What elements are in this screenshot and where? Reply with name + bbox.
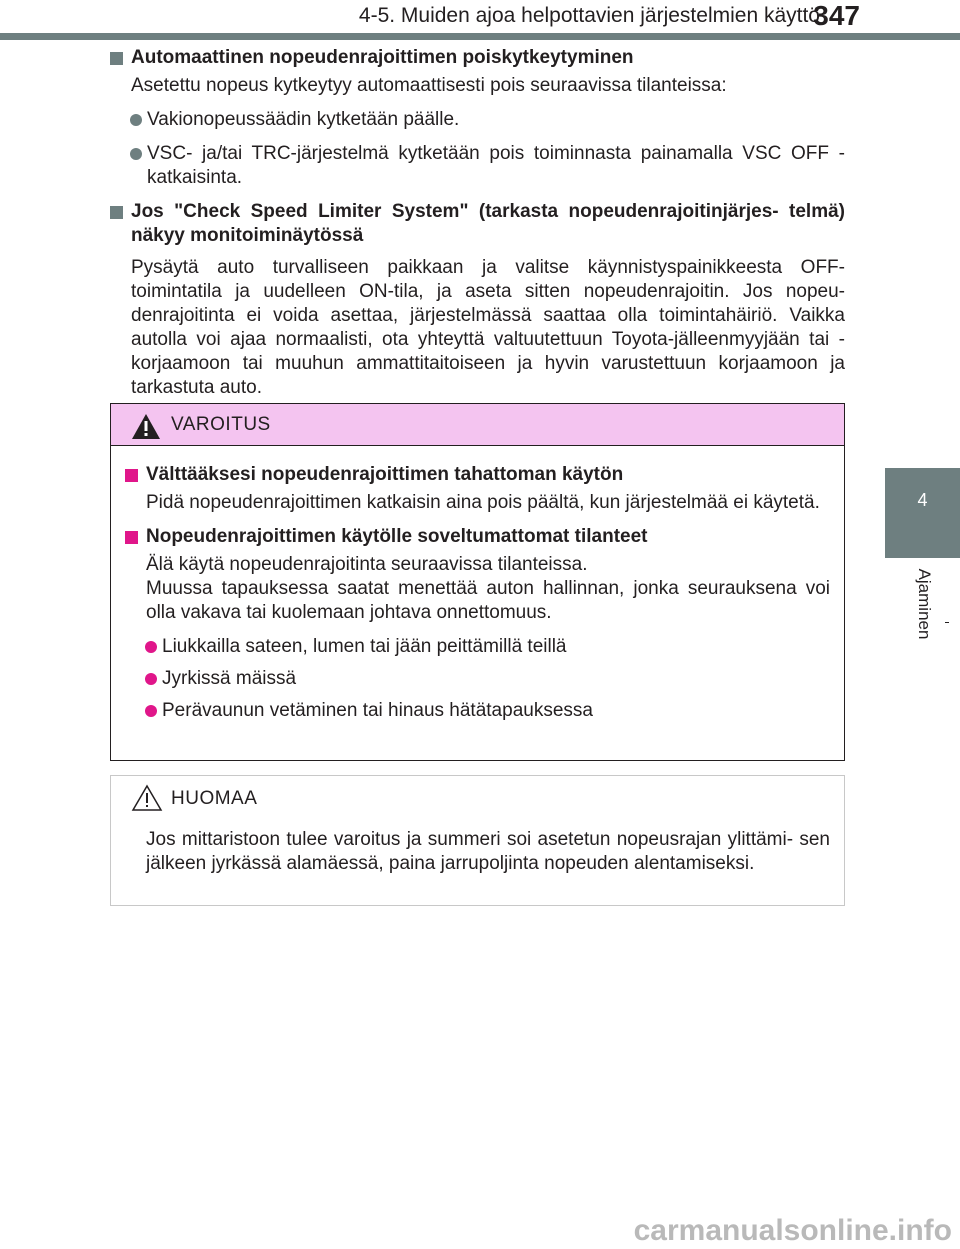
list-item: Perävaunun vetäminen tai hinaus hätätapauksessa (125, 699, 830, 723)
main-content (110, 46, 845, 400)
square-bullet-icon (110, 52, 123, 65)
notice-title: HUOMAA (171, 788, 258, 809)
chapter-title-wrap (912, 566, 932, 646)
bullet-dot-icon (130, 148, 142, 160)
list-item: Vakionopeussäädin kytketään päälle. (110, 108, 845, 132)
section-heading: Automaattinen nopeudenrajoittimen poiskytkeytyminen (110, 46, 845, 70)
notice-header (111, 776, 844, 816)
edge-mark (945, 622, 949, 623)
header-rule (0, 33, 960, 40)
square-bullet-icon (125, 531, 138, 544)
warning-triangle-icon (131, 413, 161, 440)
warning-text: Älä käytä nopeudenrajoitinta seuraavissa tilanteissa. (146, 554, 588, 575)
watermark: carmanualsonline.info (633, 1214, 952, 1247)
list-item: Jyrkissä mäissä (125, 667, 830, 691)
chapter-tab (885, 468, 960, 558)
page-number: 347 (813, 0, 860, 31)
bullet-dot-icon (145, 705, 157, 717)
list-item: VSC- ja/tai TRC-järjestelmä kytketään pois toiminnasta painamalla VSC OFF -katkaisinta. (110, 142, 845, 190)
section-text: Asetettu nopeus kytkeytyy automaattisesti pois seuraavissa tilanteissa: (131, 75, 727, 96)
bullet-dot-icon (145, 673, 157, 685)
bullet-dot-icon (145, 641, 157, 653)
chapter-number: 4 (917, 490, 928, 510)
notice-body (125, 828, 830, 876)
warning-title: VAROITUS (171, 414, 271, 435)
square-bullet-icon (110, 206, 123, 219)
warning-heading: Välttääksesi nopeudenrajoittimen tahattoman käytön (125, 463, 830, 487)
square-bullet-icon (125, 469, 138, 482)
warning-heading: Nopeudenrajoittimen käytölle soveltumattomat tilanteet (125, 525, 830, 549)
warning-body (125, 463, 830, 723)
notice-text: Jos mittaristoon tulee varoitus ja summeri soi asetetun nopeusrajan ylittämi- sen jälkeen jyrkässä alamäessä, paina jarrupoljinta nopeuden alentamiseksi. (146, 829, 830, 874)
caution-triangle-icon (131, 784, 163, 812)
section-text: Pysäytä auto turvalliseen paikkaan ja valitse käynnistyspainikkeesta OFF- toimintatila ja uudelleen ON-tila, ja aseta sitten nopeudenrajoitin. Jos nopeu- denrajoitinta ei voida asettaa, järjestelmässä saattaa olla toimintahäiriö. Vaikka autolla voi ajaa normaalisti, ota yhteyttä valtuutettuun Toyota-jälleenmyyjään tai -korjaamoon tai muuhun ammattitaitoiseen ja hyvin varustettuun korjaamoon ja tarkastuta auto. (131, 257, 845, 398)
warning-header (111, 404, 844, 446)
chapter-title: Ajaminen (915, 568, 934, 640)
section-title: 4-5. Muiden ajoa helpottavien järjestelmien käyttö (358, 4, 820, 27)
list-item: Liukkailla sateen, lumen tai jään peittämillä teillä (125, 635, 830, 659)
warning-text: Muussa tapauksessa saatat menettää auton hallinnan, jonka seurauksena voi olla vakava tai kuolemaan johtava onnettomuus. (146, 578, 830, 623)
warning-box (110, 403, 845, 761)
section-heading: Jos "Check Speed Limiter System" (tarkasta nopeudenrajoitinjärjes- telmä) näkyy monitoiminäytössä (110, 200, 845, 248)
bullet-dot-icon (130, 114, 142, 126)
warning-text: Pidä nopeudenrajoittimen katkaisin aina pois päältä, kun järjestelmää ei käytetä. (146, 492, 820, 513)
notice-box (110, 775, 845, 906)
